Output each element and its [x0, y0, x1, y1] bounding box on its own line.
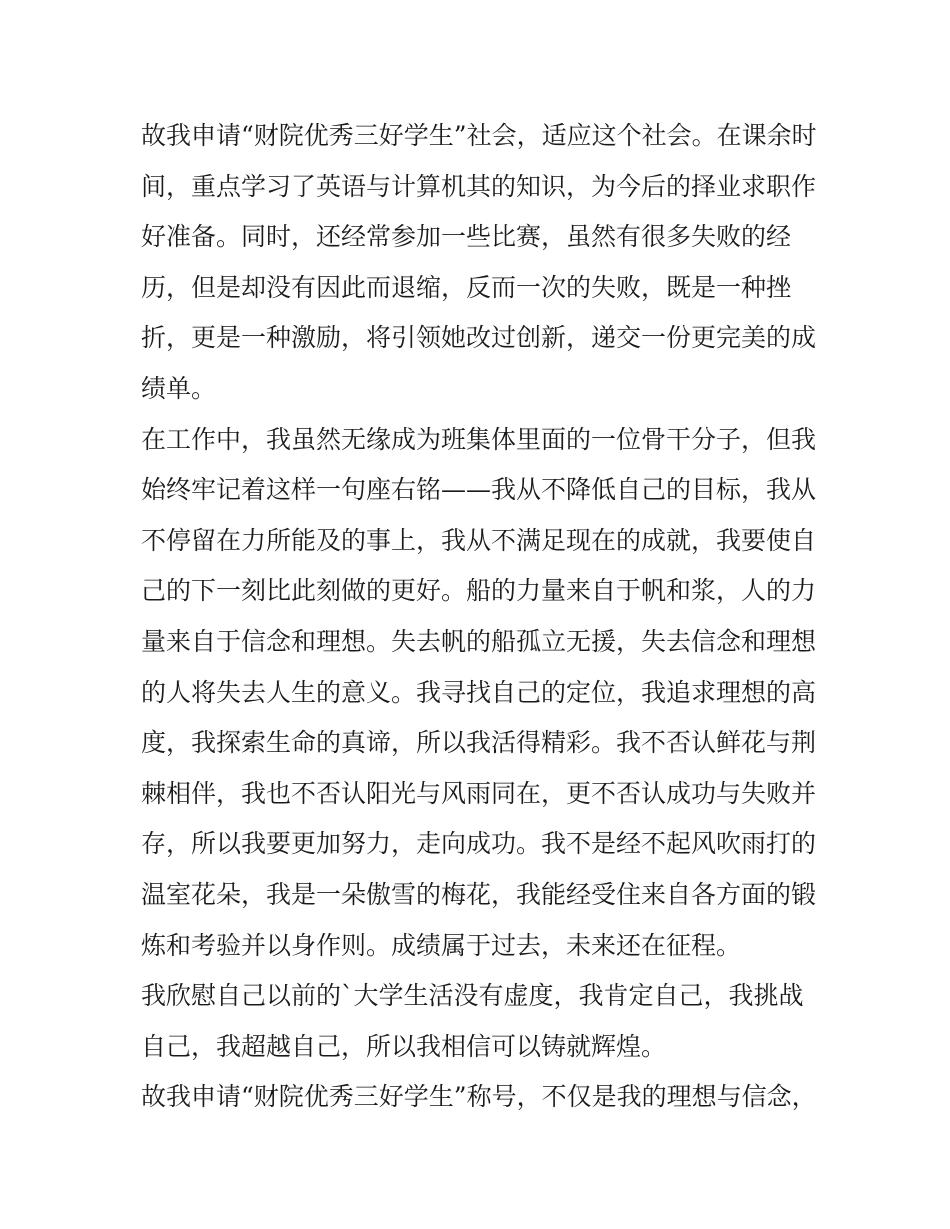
text-line: 故我申请“财院优秀三好学生”称号，不仅是我的理想与信念， [141, 1082, 817, 1112]
text-line: 己的下一刻比此刻做的更好。船的力量来自于帆和浆，人的力 [141, 576, 817, 606]
text-line: 量来自于信念和理想。失去帆的船孤立无援，失去信念和理想 [141, 626, 817, 656]
text-line: 的人将失去人生的意义。我寻找自己的定位，我追求理想的高 [141, 677, 817, 707]
text-line: 故我申请“财院优秀三好学生”社会，适应这个社会。在课余时 [141, 121, 817, 150]
text-line: 度，我探索生命的真谛，所以我活得精彩。我不否认鲜花与荆 [141, 728, 817, 758]
text-line: 折，更是一种激励，将引领她改过创新，递交一份更完美的成 [141, 323, 817, 353]
document-body [141, 111, 821, 1123]
text-line: 我欣慰自己以前的`大学生活没有虚度，我肯定自己，我挑战 [141, 981, 804, 1011]
text-line: 炼和考验并以身作则。成绩属于过去，未来还在征程。 [141, 930, 742, 960]
text-line: 始终牢记着这样一句座右铭——我从不降低自己的目标，我从 [141, 475, 817, 505]
text-line: 历，但是却没有因此而退缩，反而一次的失败，既是一种挫 [141, 272, 792, 302]
text-line: 棘相伴，我也不否认阳光与风雨同在，更不否认成功与失败并 [141, 778, 817, 808]
text-line: 自己，我超越自己，所以我相信可以铸就辉煌。 [141, 1031, 667, 1061]
text-line: 温室花朵，我是一朵傲雪的梅花，我能经受住来自各方面的锻 [141, 879, 817, 909]
text-line: 绩单。 [141, 373, 217, 403]
text-line: 不停留在力所能及的事上，我从不满足现在的成就，我要使自 [141, 525, 817, 555]
paragraph-3 [141, 971, 821, 1072]
text-line: 存，所以我要更加努力，走向成功。我不是经不起风吹雨打的 [141, 829, 817, 859]
paragraph-1 [141, 111, 821, 415]
text-line: 好准备。同时，还经常参加一些比赛，虽然有很多失败的经 [141, 222, 792, 252]
text-line: 在工作中，我虽然无缘成为班集体里面的一位骨干分子，但我 [141, 424, 817, 454]
paragraph-2 [141, 415, 821, 972]
paragraph-4 [141, 1072, 821, 1123]
text-line: 间，重点学习了英语与计算机其的知识，为今后的择业求职作 [141, 171, 817, 201]
